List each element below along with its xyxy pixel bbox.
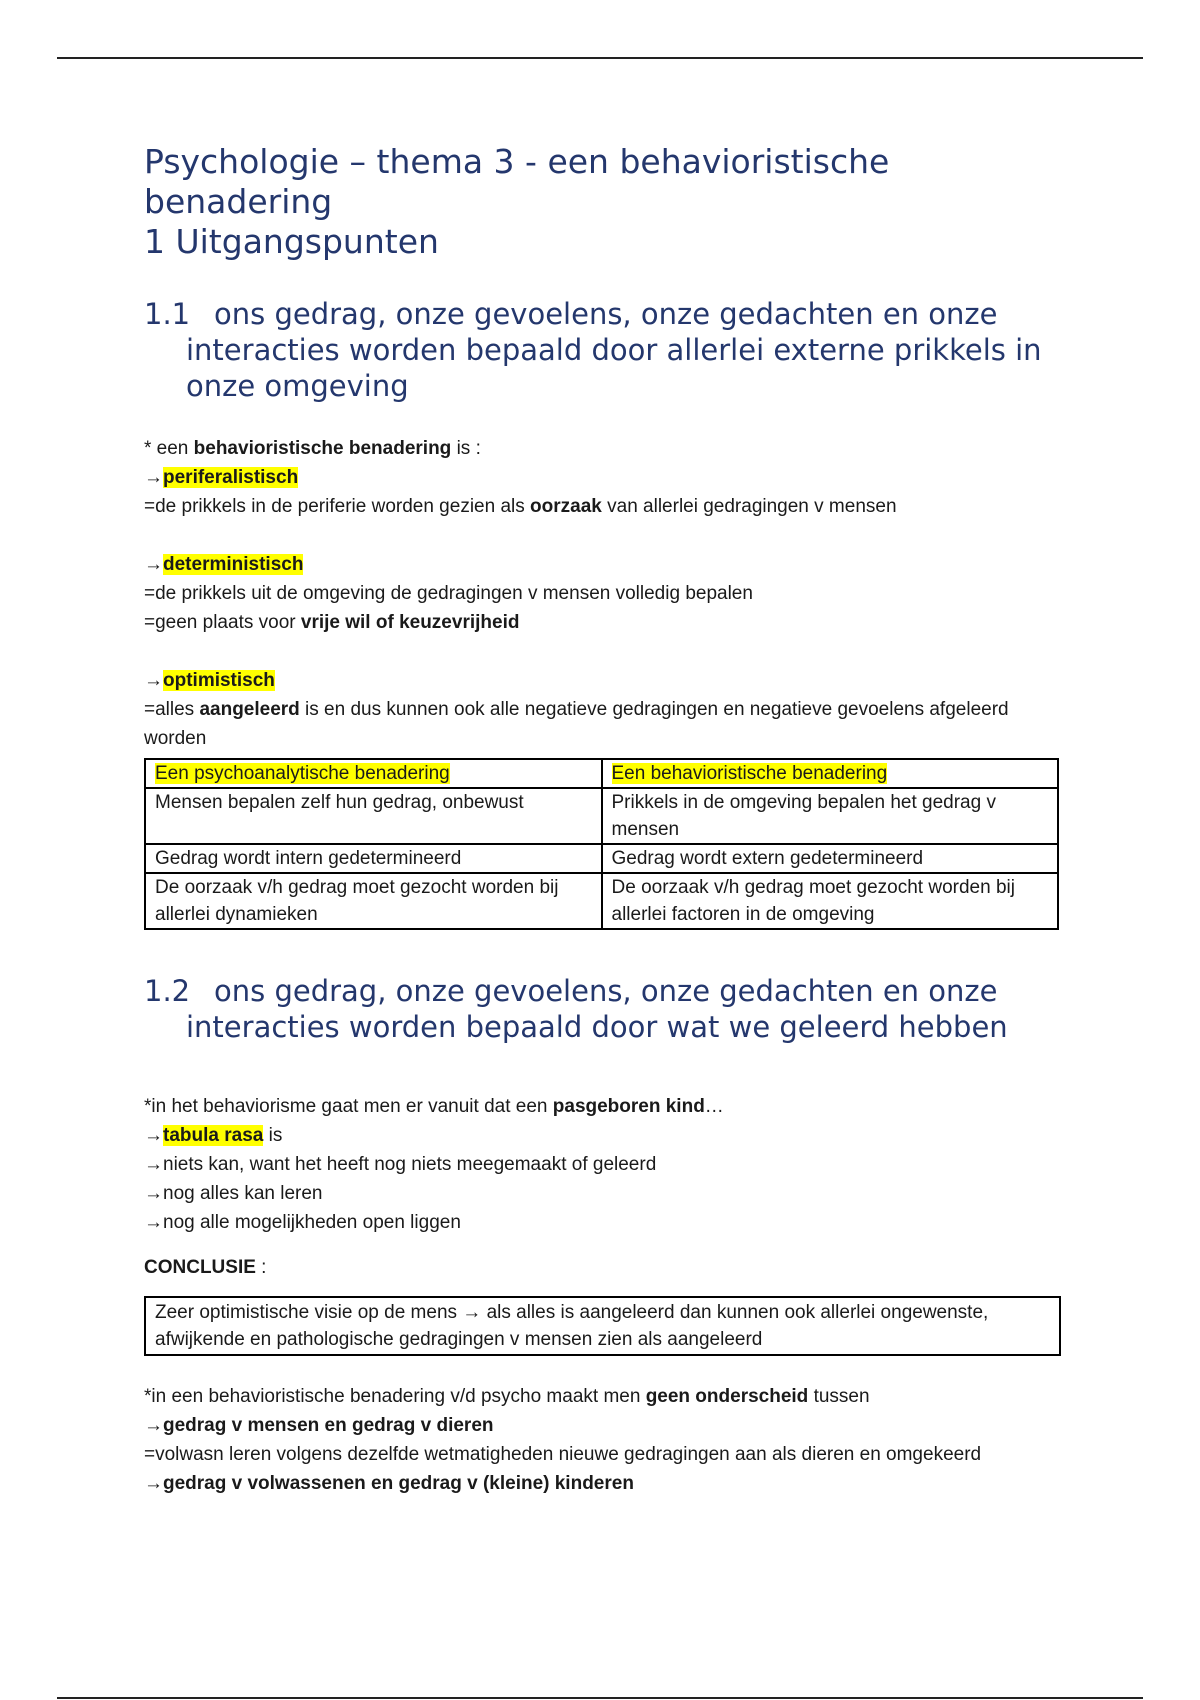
arrow-icon: → xyxy=(144,1183,163,1204)
table-cell: Gedrag wordt intern gedetermineerd xyxy=(145,844,602,873)
table-cell: Mensen bepalen zelf hun gedrag, onbewust xyxy=(145,788,602,844)
item-periferalistisch xyxy=(144,463,1064,492)
list-item xyxy=(144,1179,1064,1208)
conclusion-colon: : xyxy=(255,1257,267,1278)
definition-line: =volwasn leren volgens dezelfde wetmatigheden nieuwe gedragingen aan als dieren en omgekeerd xyxy=(144,1444,982,1465)
arrow-icon: → xyxy=(144,1154,163,1175)
definition-line xyxy=(144,695,1064,753)
intro-text-end: … xyxy=(704,1096,724,1117)
arrow-icon: → xyxy=(144,467,163,488)
definition-text: =de prikkels in de periferie worden gezien als xyxy=(144,496,531,517)
highlight-label: periferalistisch xyxy=(163,467,299,488)
top-rule xyxy=(57,57,1143,59)
section-1-1-heading xyxy=(144,296,1064,404)
item-deterministisch xyxy=(144,550,1064,579)
list-item xyxy=(144,1121,1064,1150)
list-item xyxy=(144,1208,1064,1237)
arrow-icon: → xyxy=(144,670,163,691)
highlight-label: deterministisch xyxy=(163,554,304,575)
arrow-icon: → xyxy=(462,1302,482,1323)
header-text: Een psychoanalytische benadering xyxy=(155,763,450,784)
highlight-label: tabula rasa xyxy=(163,1125,264,1146)
intro-bold: behavioristische benadering xyxy=(193,438,452,459)
definition-bold: vrije wil of keuzevrijheid xyxy=(300,612,520,633)
title-line-2: benadering xyxy=(144,182,333,221)
item-optimistisch xyxy=(144,666,1064,695)
table-row xyxy=(145,844,1058,873)
conclusion-label-text: CONCLUSIE xyxy=(144,1257,256,1278)
list-item-text: nog alles kan leren xyxy=(163,1183,323,1204)
list-item-text: gedrag v volwassenen en gedrag v (kleine) kinderen xyxy=(163,1473,634,1494)
table-cell: Gedrag wordt extern gedetermineerd xyxy=(602,844,1059,873)
table-header-cell xyxy=(602,759,1059,788)
highlight-label: optimistisch xyxy=(163,670,275,691)
table-cell: De oorzaak v/h gedrag moet gezocht worden bij allerlei dynamieken xyxy=(145,873,602,929)
table-header-row xyxy=(145,759,1058,788)
arrow-icon: → xyxy=(144,554,163,575)
table-header-cell xyxy=(145,759,602,788)
table-row xyxy=(145,788,1058,844)
definition-bold: oorzaak xyxy=(530,496,602,517)
outro-line xyxy=(144,1382,1064,1411)
definition-text-end: is en dus kunnen ook alle negatieve gedragingen en negatieve gevoelens afgeleerd worden xyxy=(144,699,1009,749)
section-1-2-number: 1.2 xyxy=(144,974,191,1008)
title-line-3: 1 Uitgangspunten xyxy=(144,222,439,261)
arrow-icon: → xyxy=(144,1125,163,1146)
list-item-text: niets kan, want het heeft nog niets meegemaakt of geleerd xyxy=(163,1154,657,1175)
definition-line xyxy=(144,492,1064,521)
outro-text-end: tussen xyxy=(808,1386,870,1407)
bottom-rule xyxy=(57,1697,1143,1699)
list-item xyxy=(144,1411,1064,1440)
section-1-2-heading xyxy=(144,973,1064,1045)
list-item xyxy=(144,1469,1064,1498)
definition-text: =geen plaats voor xyxy=(144,612,301,633)
arrow-icon: → xyxy=(144,1415,163,1436)
conclusion-text: Zeer optimistische visie op de mens xyxy=(155,1302,463,1323)
list-item-text: gedrag v mensen en gedrag v dieren xyxy=(163,1415,494,1436)
outro-bold: geen onderscheid xyxy=(645,1386,809,1407)
section-1-1-number: 1.1 xyxy=(144,297,191,331)
intro-text: *in het behaviorisme gaat men er vanuit dat een xyxy=(144,1096,553,1117)
definition-line xyxy=(144,608,1064,637)
section-1-1-title: ons gedrag, onze gevoelens, onze gedachten en onze interacties worden bepaald door allerlei externe prikkels in onze omgeving xyxy=(186,297,1042,403)
conclusion-label xyxy=(144,1253,1064,1282)
definition-line: =de prikkels uit de omgeving de gedragingen v mensen volledig bepalen xyxy=(144,583,753,604)
definition-text: =alles xyxy=(144,699,200,720)
header-text: Een behavioristische benadering xyxy=(611,763,888,784)
intro-line xyxy=(144,1092,1064,1121)
table-cell: Prikkels in de omgeving bepalen het gedrag v mensen xyxy=(602,788,1059,844)
arrow-icon: → xyxy=(144,1212,163,1233)
title-line-1: Psychologie – thema 3 - een behavioristische xyxy=(144,142,890,181)
list-item-text: nog alle mogelijkheden open liggen xyxy=(163,1212,461,1233)
list-item-text: is xyxy=(263,1125,283,1146)
comparison-table xyxy=(144,758,1059,930)
intro-bold: pasgeboren kind xyxy=(552,1096,705,1117)
intro-text: * een xyxy=(144,438,194,459)
conclusion-box xyxy=(144,1296,1061,1356)
arrow-icon: → xyxy=(144,1473,163,1494)
definition-text-end: van allerlei gedragingen v mensen xyxy=(601,496,897,517)
definition-bold: aangeleerd xyxy=(199,699,300,720)
table-cell: De oorzaak v/h gedrag moet gezocht worden bij allerlei factoren in de omgeving xyxy=(602,873,1059,929)
list-item xyxy=(144,1150,1064,1179)
conclusion-text-end: als alles is aangeleerd dan kunnen ook allerlei ongewenste, afwijkende en pathologische gedragingen v mensen zien als aangeleerd xyxy=(155,1302,989,1350)
intro-line xyxy=(144,434,1064,463)
document-body xyxy=(144,142,1064,1498)
page-title xyxy=(144,142,1064,262)
section-1-2-title: ons gedrag, onze gevoelens, onze gedachten en onze interacties worden bepaald door wat we geleerd hebben xyxy=(186,974,1008,1044)
table-row xyxy=(145,873,1058,929)
outro-text: *in een behavioristische benadering v/d psycho maakt men xyxy=(144,1386,646,1407)
intro-text-end: is : xyxy=(451,438,481,459)
